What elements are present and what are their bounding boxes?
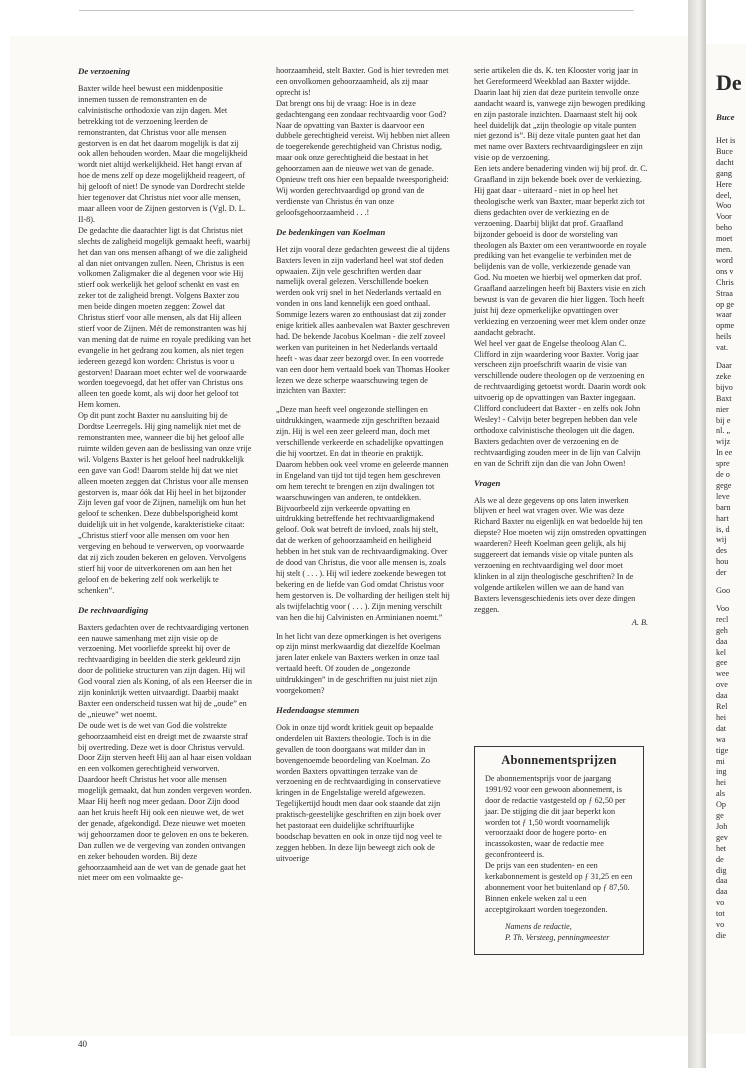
subscription-title: Abonnementsprijzen: [501, 753, 617, 767]
next-page-fragment: nier: [716, 404, 729, 414]
next-page-fragment: hart: [716, 513, 729, 523]
next-page-fragment: is, d: [716, 524, 730, 534]
next-page-fragment: Voor: [716, 212, 732, 222]
next-page-fragment: Het is: [716, 136, 736, 145]
next-page-fragment: gege: [716, 480, 732, 490]
author-signature: A. B.: [631, 617, 648, 627]
next-page-fragment: deel,: [716, 190, 732, 200]
paragraph: hoorzaamheid, stelt Baxter. God is hier tevreden met een onvolkomen gehoorzaamheid, als zij maar oprecht is!: [276, 66, 449, 97]
page: [10, 36, 689, 1049]
heading-rechtvaardiging: De rechtvaardiging: [78, 604, 149, 615]
next-page-fragment: In ee: [716, 448, 733, 458]
next-page-fragment: ge: [716, 811, 724, 820]
next-page-fragment: daa: [716, 691, 728, 701]
signoff-line: P. Th. Versteeg, penningmeester: [505, 932, 610, 942]
next-page-fragment: gang: [716, 168, 732, 178]
column-2: [276, 66, 450, 865]
next-page-subheading: Buce: [716, 112, 735, 122]
next-page-fragment: vo: [716, 920, 725, 929]
signoff-line: Namens de redactie,: [505, 921, 572, 931]
paragraph: Baxter wilde heel bewust een middenpositie innemen tussen de remonstranten en de calvinistische orthodoxie van zijn dagen. Met betrekking tot de verzoening leerden de remonstranten, dat Christus voor alle mensen gestorven is en dat het daarom mogelijk is dat zij ook allen behouden worden. Maar die mogelijkheid wordt niet altijd werkelijkheid. Het hangt ervan af hoe de mens zelf op deze mogelijkheid reageert, of hij gelooft of niet! De synode van Dordrecht stelde hier tegenover dat Christus niet voor alle mensen, maar alleen voor de Zijnen gestorven is (Vgl. D. L. II-8).: [78, 84, 248, 224]
paragraph: serie artikelen die ds. K. ten Klooster vorig jaar in het Gereformeerd Weekblad aan Baxter wijdde. Daarin laat hij zien dat deze puritein tenvolle onze aandacht waard is, vanwege zijn bewogen prediking en zijn pastorale inzichten. Daarnaast stelt hij ook heel duidelijk dat „zijn theologie op vitale punten niet gezond is”. Bij deze vitale punten gaat het dan met name over Baxters rechtvaardigingsleer en zijn visie op de verzoening.: [474, 66, 646, 163]
next-page-fragment: de o: [716, 470, 730, 479]
next-page-fragment: tot: [716, 909, 725, 919]
next-page-fragment: leve: [716, 491, 730, 501]
next-page-fragment: Rel: [716, 702, 728, 711]
next-page-fragment: Voo: [716, 603, 730, 613]
next-page-fragment: daa: [716, 876, 728, 886]
paragraph: In het licht van deze opmerkingen is het overigens op zijn minst merkwaardig dat diezelfde Koelman jaren later enkele van Baxters werken in onze taal vertaald heeft. Of zouden de „ongezonde uitdrukkingen” in de geschriften nu juist niet zijn voorgekomen?: [276, 631, 442, 696]
next-page-fragment: tige: [716, 745, 729, 755]
paragraph: De prijs van een studenten- en een kerkabonnement is gesteld op ƒ 31,25 en een abonnement voor het buitenland op ƒ 87,50.: [485, 861, 633, 892]
next-page-fragment: daa: [716, 887, 728, 897]
next-page-fragment: ons v: [716, 266, 734, 276]
heading-vragen: Vragen: [474, 477, 501, 488]
next-page-fragment: mi: [716, 756, 725, 766]
next-page-fragment: Goo: [716, 586, 731, 595]
next-page-fragment: Baxt: [716, 393, 732, 403]
paragraph: Binnen enkele weken zal u een acceptgirokaart worden toegezonden.: [485, 893, 608, 914]
next-page-fragment: Buce: [716, 146, 733, 156]
next-page-fragment: het: [716, 843, 727, 853]
next-page-fragment: spre: [716, 459, 730, 469]
next-page-fragment: nl. „: [716, 426, 731, 436]
next-page-fragment: barn: [716, 502, 731, 512]
paragraph: De gedachte die daarachter ligt is dat Christus niet slechts de zaligheid mogelijk gemaakt heeft, waarbij het dan van ons mensen afhangt of we die zaligheid al dan niet ontvangen zullen. Neen, Christus is een volkomen Zaligmaker die al degenen voor wie Hij stierf ook werkelijk het geloof schenkt en vast en zeker tot de zaligheid brengt. Volgens Baxter zou men beide dingen moeten zeggen: Zowel dat Christus stierf voor alle mensen, als dat Hij alleen stierf voor de Zijnen. Mét de remonstranten was hij van mening dat de ruime en royale prediking van het evangelie in het gedrang zou komen, als niet tegen iedereen gezegd kon worden: Christus is voor u gestorven! Daaraan moet echter wel de voorwaarde worden toegevoegd, dat het offer van Christus ons alleen ten goede komt, als wij door het geloof tot Hem komen.: [78, 225, 252, 410]
next-page-fragment: Here: [716, 179, 732, 189]
paragraph: Een iets andere benadering vinden wij bij prof. dr. C. Graafland in zijn bekende boek over de verkiezing. Hij gaat daar - uiteraard - niet in op heel het theologische werk van Baxter, maar beperkt zich tot diens gedachten over de verkiezing en de verzoening. Daarbij blijkt dat prof. Graafland bijzonder geboeid is door de worsteling van theologen als Baxter om een verantwoorde en royale prediking van het evangelie te verbinden met de belijdenis van de volle, verkiezende genade van God. Nu moeten we hierbij wel opmerken dat prof. Graafland aarzelingen heeft bij Baxters visie en zich bewust is van de gevaren die hier liggen. Toch heeft juist hij deze opmerkelijke opvattingen over verkiezing en verzoening weer met klem onder onze aandacht gebracht.: [474, 164, 648, 337]
next-page-fragment: opme: [716, 321, 735, 331]
next-page-fragment: op ge: [716, 299, 734, 309]
next-page-fragment: waar: [716, 310, 732, 320]
paragraph: Wel heel ver gaat de Engelse theoloog Alan C. Clifford in zijn waardering voor Baxter. Vorig jaar verscheen zijn proefschrift waarin de visie van verschillende oudere theologen op de verzoening en de rechtvaardiging getoetst wordt. Daarin wordt ook uitvoerig op de opvattingen van Baxter ingegaan. Clifford concludeert dat Baxter - en zelfs ook John Wesley! - Calvijn beter begrepen hebben dan vele orthodoxe calvinistische theologen uit die dagen. Baxters gedachten over de verzoening en de rechtvaardiging zouden meer in de lijn van Calvijn en van de Schrift zijn dan die van John Owen!: [474, 338, 646, 468]
paragraph: De abonnementsprijs voor de jaargang 1991/92 voor een gewoon abonnement, is door de redactie vastgesteld op ƒ 62,50 per jaar. De stijging die dit jaar beperkt kon worden tot ƒ 1,50 wordt voornamelijk veroorzaakt door de hogere porto- en incassokosten, waar de redactie mee geconfronteerd is.: [485, 773, 626, 860]
subscription-box: [474, 746, 644, 955]
next-page-fragment: wa: [716, 734, 726, 744]
next-page-fragment: beho: [716, 223, 732, 233]
next-page-fragment: wij: [716, 535, 727, 545]
next-page-fragment: Chris: [716, 277, 734, 287]
next-page-fragment: wee: [716, 669, 730, 679]
paragraph: Ook in onze tijd wordt kritiek geuit op bepaalde onderdelen uit Baxters theologie. Toch is in die gevallen de toon doorgaans wat milder dan in bovengenoemde beoordeling van Koelman. Zo worden Baxters opvattingen terzake van de verzoening en de rechtvaardiging in conservatieve kringen in de Engelstalige wereld afgewezen. Tegelijkertijd houdt men daar ook staande dat zijn praktisch-geestelijke geschriften en zijn boek over het pastoraat een duidelijke schriftuurlijke boodschap bevatten en ook in onze tijd nog veel te zeggen hebben. In deze lijn beweegt zich ook de uitvoerige: [276, 722, 442, 863]
next-page-edge: [706, 44, 746, 1034]
next-page-fragment: ing: [716, 767, 727, 777]
column-3: [474, 66, 648, 628]
book-spine: [688, 0, 706, 1068]
paragraph: Het zijn vooral deze gedachten geweest die al tijdens Baxters leven in zijn vaderland heel wat stof deden opwaaien. Zijn vele geschriften werden daar namelijk overal gelezen. Verschillende boeken werden ook vrij snel in het Nederlands vertaald en vonden in ons land kennelijk een goed onthaal. Sommige lezers waren zo enthousiast dat zij zonder enige kritiek alles aanbevalen wat Baxter geschreven had. De bekende Jacobus Koelman - die zelf zoveel werken van puriteinen in het Nederlands vertaald heeft - was daar zeer bezorgd over. In een voorrede van een door hem vertaald boek van Thomas Hooker lezen we deze scherpe waarschuwing tegen de inzichten van Baxter:: [276, 244, 450, 396]
paragraph: Op dit punt zocht Baxter nu aansluiting bij de Dordtse Leerregels. Hij ging namelijk niet met de remonstranten mee, wanneer die bij het geloof alle ruimte wilden geven aan de beslissing van onze vrije wil. Volgens Baxter is het geloof heel nadrukkelijk een gave van God! Daarom stelde hij dat we niet alleen moeten zeggen dat Christus voor alle mensen gestorven is, maar óók dat Hij heel in het bijzonder Zijn leven gaf voor de Zijnen, namelijk om hun het geloof te schenken. Deze dubbelsporigheid komt duidelijk uit in het volgende, karakteristieke citaat: „Christus stierf voor alle mensen om voor hen vergeving en behoud te verwerven, op voorwaarde dat zij zich zouden bekeren en geloven. Vervolgens stierf hij voor de uitverkorenen om aan hen het geloof en de bekering zelf ook werkelijk te schenken”.: [78, 411, 252, 595]
next-page-fragment: dacht: [716, 157, 734, 167]
next-page-fragment: kel: [716, 647, 727, 657]
next-page-fragment: hei: [716, 712, 727, 722]
heading-verzoening: De verzoening: [78, 66, 131, 76]
paragraph: Dat brengt ons bij de vraag: Hoe is in deze gedachtengang een zondaar rechtvaardig voor God? Naar de opvatting van Baxter is daarvoor een dubbele gerechtigheid vereist. Wij hebben niet alleen de toegerekende gerechtigheid van Christus nodig, maar ook onze gerechtigheid die bestaat in het gehoorzamen aan de nieuwe wet van de genade. Opnieuw treft ons hier een bepaalde tweesporigheid: Wij worden gerechtvaardigd op grond van de verdienste van Christus én van onze geloofsgehoorzaamheid . . .!: [276, 98, 450, 217]
koelman-quote: „Deze man heeft veel ongezonde stellingen en uitdrukkingen, waarmede zijn geschriften bezaaid zijn. Hij is wel een zeer geleerd man, doch met verschillende verkeerde en schadelijke opvattingen die hij voortzet. En dat in theorie en praktijk. Daarom hebben ook veel vrome en geleerde mannen in Engeland van tijd tot tijd tegen hem geschreven om hem terecht te brengen en zijn dwalingen tot waarschuwingen van anderen, te ontdekken. Bijvoorbeeld zijn verkeerde opvatting en uitdrukking betreffende het rechtvaardigmakend geloof. Ook wat betreft de invloed, zoals hij stelt, dat de werken of gehoorzaamheid en heiligheid hebben in het stuk van de rechtvaardigmaking. Over de dood van Christus, die voor alle mensen is, zoals hij stelt ( . . . ). Hij wil iedere zoekende bewegen tot bekering en de liefde van God omdat Christus voor hem gestorven is. De volharding der heiligen stelt hij als twijfelachtig voor ( . . . ). Zijn mening verschilt van hen die hij Calvinisten en Arminianen noemt.”: [276, 405, 450, 622]
next-page-fragment: word: [716, 255, 733, 265]
next-page-fragment: Straa: [716, 288, 733, 298]
next-page-fragment: Woo: [716, 201, 732, 211]
next-page-fragment: des: [716, 546, 727, 556]
next-page-fragment: ove: [716, 680, 728, 690]
next-page-fragment: bijvo: [716, 382, 733, 392]
next-page-fragment: bij e: [716, 415, 731, 425]
paragraph: Als we al deze gegevens op ons laten inwerken blijven er heel wat vragen over. Wie was deze Richard Baxter nu eigenlijk en wat bedoelde hij ten diepste? Hoe moeten wij zijn omstreden opvattingen waarderen? Heeft Koelman geen gelijk, als hij suggereert dat iemands visie op vitale punten als verzoening en rechtvaardiging wel door moet klinken in al zijn theologische geschriften? In de volgende artikelen willen we aan de hand van Baxters levensgeschiedenis iets over deze dingen zeggen.: [474, 495, 647, 614]
paragraph: Baxters gedachten over de rechtvaardiging vertonen een nauwe samenhang met zijn visie op de verzoening. Met voorliefde spreekt hij over de rechtvaardiging in beelden die sterk gekleurd zijn door de politieke structuren van zijn dagen. Hij wil God vooral zien als Koning, of als een Heerser die in zijn koninkrijk wetten uitvaardigt. Daarbij maakt Baxter een onderscheid tussen wat hij de „oude” en de „nieuwe” wet noemt.: [78, 622, 252, 719]
next-page-fragment: gee: [716, 658, 728, 668]
next-page-fragment: men.: [716, 245, 733, 254]
next-page-fragment: geh: [716, 625, 728, 635]
column-1: [78, 66, 252, 884]
next-page-fragment: Op: [716, 800, 727, 810]
page-number: 40: [78, 1039, 87, 1049]
top-rule: [79, 10, 634, 11]
next-page-fragment: recl: [716, 614, 729, 624]
next-page-fragment: als: [716, 789, 726, 799]
next-page-fragment: wijz: [716, 437, 731, 447]
heading-bedenkingen: De bedenkingen van Koelman: [276, 226, 386, 237]
next-page-fragment: daa: [716, 636, 728, 646]
next-page-fragment: gev: [716, 832, 728, 842]
next-page-fragment: zeke: [716, 371, 731, 381]
next-page-fragment: moet: [716, 234, 733, 244]
next-page-fragment: vat.: [716, 343, 729, 353]
next-page-fragment: heils: [716, 332, 732, 342]
next-page-title: De: [716, 70, 742, 95]
next-page-fragment: de: [716, 854, 724, 864]
next-page-fragment: die: [716, 930, 727, 940]
heading-hedendaagse: Hedendaagse stemmen: [276, 704, 360, 715]
next-page-fragment: der: [716, 568, 727, 578]
next-page-fragment: Joh: [716, 821, 728, 831]
paragraph: De oude wet is de wet van God die volstrekte gehoorzaamheid eist en dreigt met de zwaarste straf bij overtreding. Deze wet is door Christus vervuld. Door Zijn sterven heeft Hij aan al haar eisen voldaan en een volkomen gerechtigheid verworven. Daardoor heeft Christus het voor alle mensen mogelijk gemaakt, dat hun zonden vergeven worden. Maar Hij heeft nog meer gedaan. Door Zijn dood aan het kruis heeft Hij ook een nieuwe wet, de wet der genade, afgekondigd. Deze nieuwe wet moeten wij gehoorzamen door te geloven en ons te bekeren. Dan zullen we de vergeving van zonden ontvangen en zeker behouden worden. Bij deze gehoorzaamheid aan de wet van de genade gaat het niet meer om een volmaakte ge-: [78, 720, 252, 883]
next-page-fragment: dig: [716, 865, 727, 875]
next-page-fragment: hou: [716, 557, 729, 567]
subscription-signoff: [485, 922, 633, 944]
next-page-fragment: Daar: [716, 361, 732, 370]
next-page-fragment: vo: [716, 898, 725, 908]
next-page-fragment: dat: [716, 723, 727, 733]
next-page-fragment: hei: [716, 778, 727, 788]
